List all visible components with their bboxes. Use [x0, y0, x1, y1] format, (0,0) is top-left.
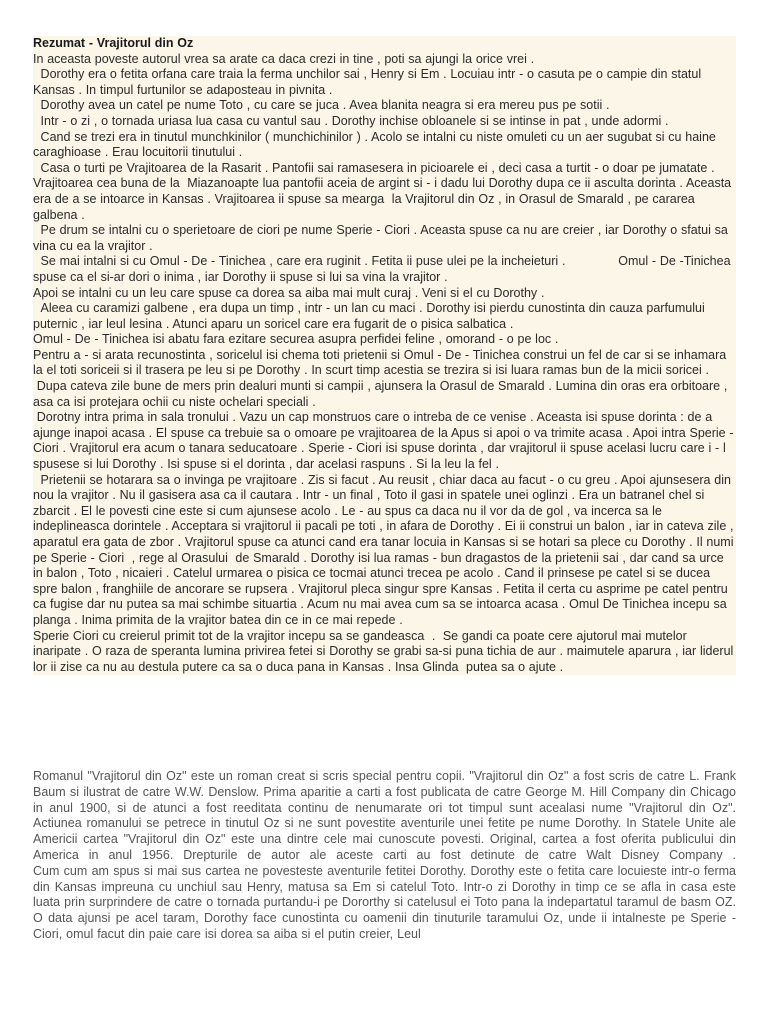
summary-paragraph: Apoi se intalni cu un leu care spuse ca dorea sa aiba mai mult curaj . Veni si el cu Dorothy .: [33, 285, 545, 300]
summary-paragraph: Se mai intalni si cu Omul - De - Tinichea , care era ruginit . Fetita ii puse ulei pe la incheieturi . Omul - De -Tinichea spuse ca el si-ar dori o inima , iar Dorothy ii spuse si lui sa vina la vrajitor .: [33, 254, 739, 284]
article-paragraph: Romanul "Vrajitorul din Oz" este un roman creat si scris special pentru copii. "Vrajitorul din Oz" a fost scris de catre L. Frank Baum si ilustrat de catre W.W. Denslow. Prima aparitie a carti a fost publicata de catre George M. Hill Company din Chicago in anul 1900, si de atunci a fost reeditata continu de nenumarate ori tot timpul sunt acealasi nume "Vrajitorul din Oz".: [33, 769, 736, 815]
article-section: [33, 769, 736, 943]
summary-paragraph: Pe drum se intalni cu o sperietoare de ciori pe nume Sperie - Ciori . Aceasta spuse ca nu are creier , iar Dorothy o sfatui sa vina cu ea la vrajitor .: [33, 223, 732, 253]
summary-section: [33, 36, 739, 675]
summary-paragraph: In aceasta poveste autorul vrea sa arate ca daca crezi in tine , poti sa ajungi la orice vrei .: [33, 51, 535, 66]
summary-paragraph: Intr - o zi , o tornada uriasa lua casa cu vantul sau . Dorothy inchise obloanele si se intinse in pat , unde adormi .: [33, 113, 669, 128]
summary-paragraph: Sperie Ciori cu creierul primit tot de la vrajitor incepu sa se gandeasca . Se gandi ca poate cere ajutorul mai mutelor inaripate . O raza de speranta lumina privirea fetei si Dorothy se grabi sa-si puna tichia de aur . maimutele aparura , iar liderul lor ii zise ca nu au destula putere ca sa o duca pana in Kansas . Insa Glinda putea sa o ajute .: [33, 628, 738, 674]
summary-paragraph: Cand se trezi era in tinutul munchkinilor ( munchichinilor ) . Acolo se intalni cu niste omuleti cu un aer sugubat si cu haine caraghioase . Erau locuitorii tinutului .: [33, 129, 720, 160]
summary-paragraph: Dorothy avea un catel pe nume Toto , cu care se juca . Avea blanita neagra si era mereu pus pe sotii .: [33, 98, 610, 113]
summary-paragraph: Pentru a - si arata recunostinta , soricelul isi chema toti prietenii si Omul - De - Tinichea construi un fel de car si se inhamara la el toti soriceii si il trasera pe leu si pe Dorothy . In scurt timp acestia se trezira si isi luara ramas bun de la micii soricei .: [33, 347, 730, 378]
summary-paragraph: Dorothy era o fetita orfana care traia la ferma unchilor sai , Henry si Em . Locuiau intr - o casuta pe o campie din statul Kansas . In timpul furtunilor se adaposteau in pivnita .: [33, 67, 705, 97]
summary-paragraph: Aleea cu caramizi galbene , era dupa un timp , intr - un lan cu maci . Dorothy isi pierdu cunostinta din cauza parfumului puternic , iar leul lesina . Atunci aparu un soricel care era fugarit de o pisica salbatica .: [33, 301, 709, 331]
article-paragraph: Cum cum am spus si mai sus cartea ne povesteste aventurile fetitei Dorothy. Dorothy este o fetita care locuieste intr-o ferma din Kansas impreuna cu unchiul sau Henry, matusa sa Em si catelul Toto. Intr-o zi Dorothy in timp ce se afla in casa este luata prin surprindere de catre o tornada purtandu-i pe Dororthy si catelusul ei Toto pana la indepartatul taramul de basm OZ. O data ajunsi pe acel taram, Dorothy face cunostinta cu oamenii din tinuturile taramului Oz, unde ii intalneste pe Sperie -Ciori, omul facut din paie care isi dorea sa aiba si el putin creier, Leul: [33, 863, 736, 941]
summary-title: Rezumat - Vrajitorul din Oz: [33, 36, 194, 50]
summary-paragraph: Omul - De - Tinichea isi abatu fara ezitare securea asupra perfidei feline , omorand - o pe loc .: [33, 332, 559, 347]
summary-paragraph: Prietenii se hotarara sa o invinga pe vrajitoare . Zis si facut . Au reusit , chiar daca au facut - o cu greu . Apoi ajunsesera din nou la vrajitor . Nu il gasisera asa ca il cautara . Intr - un final , Toto il gasi in spatele unei oglinzi . Era un batranel chel si zbarcit . El le povesti cine este si cum ajunsese acolo . Le - au spus ca daca nu il vor da de gol , va incerca sa le indeplineasca dorintele . Acceptara si vrajitorul ii pacali pe toti , in afara de Dorothy . Ei ii construi un balon , iar in cateva zile , aparatul era gata de zbor . Vrajitorul spuse ca atunci cand era tanar locuia in Kansas si se hotari sa plece cu Dorothy . Il numi pe Sperie - Ciori , rege al Orasului de Smarald . Dorothy isi lua ramas - bun dragastos de la prietenii sai , dar cand sa urce in balon , Toto , nicaieri . Catelul urmarea o pisica ce tocmai atunci trecea pe acolo . Cand il prinsese pe catel si se ducea spre balon , franghiile de ancorare se rupsera . Vrajitorul pleca singur spre Kansas . Fetita il certa cu asprime pe catel pentru ca fugise dar nu putea sa mai schimbe situartia . Acum nu mai avea cum sa se intoarca acasa . Omul De Tinichea incepu sa planga . Inima primita de la vrajitor batea din ce in ce mai repede .: [33, 472, 738, 627]
summary-paragraph: Casa o turti pe Vrajitoarea de la Rasarit . Pantofii sai ramasesera in picioarele ei , deci casa a turtit - o doar pe jumatate . Vrajitoarea cea buna de la Miazanoapte lua pantofii aceia de argint si - i dadu lui Dorothy dupa ce ii asculta dorinta . Aceasta era de a se intoarce in Kansas . Vrajitoarea ii spuse sa mearga la Vrajitorul din Oz , in Orasul de Smarald , pe cararea galbena .: [33, 160, 735, 222]
summary-paragraph: Dorotny intra prima in sala tronului . Vazu un cap monstruos care o intreba de ce venise . Aceasta isi spuse dorinta : de a ajunge inapoi acasa . El spuse ca trebuie sa o omoare pe vrajitoarea de la Apus si apoi o va trimite acasa . Apoi intra Sperie - Ciori . Vrajitorul era acum o tanara seducatoare . Sperie - Ciori isi spuse dorinta , dar vrajitorul ii spuse acelasi lucru care i - l spusese si lui Dorothy . Isi spuse si el dorinta , dar acelasi raspuns . Si la leu la fel .: [33, 410, 738, 472]
article-paragraph: Actiunea romanului se petrece in tinutul Oz si ne sunt povestite aventurile unei fetite pe nume Dorothy. In Statele Unite ale Americii cartea "Vrajitorul din Oz" este una dintre cele mai cunoscute povesti. Original, cartea a fost oferita publicului din America in anul 1956. Drepturile de autor ale aceste carti au fost detinute de catre Walt Disney Company .: [33, 816, 736, 862]
summary-paragraph: Dupa cateva zile bune de mers prin dealuri munti si campii , ajunsera la Orasul de Smarald . Lumina din oras era orbitoare , asa ca isi protejara ochii cu niste ochelari speciali .: [33, 379, 732, 409]
